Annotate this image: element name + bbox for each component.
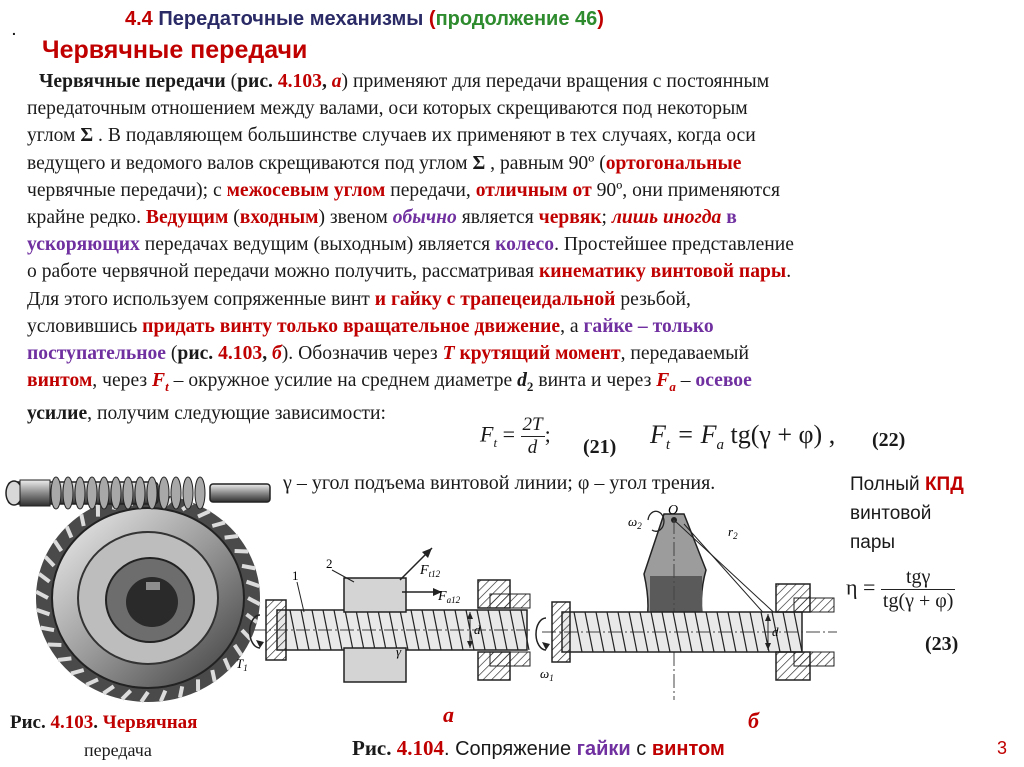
text-run: винтом bbox=[27, 370, 93, 392]
text-run: а bbox=[331, 71, 342, 92]
text-run: , передаваемый bbox=[620, 343, 749, 365]
screw-nut-drawing-a bbox=[232, 540, 532, 705]
page-number: 3 bbox=[997, 738, 1008, 758]
figure-4-103-caption: Рис. 4.103. Червячная bbox=[10, 712, 198, 733]
text-run: . Простейшее представление bbox=[554, 234, 794, 256]
text-run: червяк bbox=[538, 207, 602, 229]
formula-21-number: (21) bbox=[583, 436, 617, 458]
label-r2: $r_2$ bbox=[728, 524, 738, 541]
text-run: передаточным отношением между валами, оси которых скрещиваются под некоторым bbox=[27, 98, 748, 120]
label-w1: $\omega_1$ bbox=[540, 666, 554, 683]
text-run: . bbox=[786, 261, 792, 283]
text-run: , получим следующие зависимости: bbox=[87, 403, 386, 425]
slide-header bbox=[125, 8, 604, 31]
text-run: F bbox=[656, 370, 670, 392]
text-run: межосевым углом bbox=[226, 179, 386, 201]
text-run: рис. bbox=[237, 71, 278, 92]
text-run: входным bbox=[239, 207, 319, 229]
text-run: – окружное усилие на среднем диаметре bbox=[168, 370, 518, 392]
text-run: придать винту только вращательное движение bbox=[142, 315, 561, 337]
section-title: Передаточные механизмы bbox=[158, 8, 424, 30]
text-run: червячные передачи); с bbox=[27, 179, 227, 201]
label-ft: $F_{t12}$ bbox=[420, 563, 441, 579]
formula-23: η = $\frac{\text{tgγ}}{tg(\gamma + \varphi)}$ bbox=[846, 566, 954, 612]
para-line bbox=[27, 258, 987, 285]
text-run: ( bbox=[225, 71, 238, 92]
text-run: – bbox=[675, 370, 696, 392]
text-run: ) применяют для передачи вращения с постоянным bbox=[341, 71, 770, 92]
text-run: a bbox=[669, 379, 676, 395]
label-2: 2 bbox=[326, 556, 333, 571]
text-run: является bbox=[456, 207, 539, 229]
section-number: 4.4 bbox=[125, 8, 153, 30]
text-run: , bbox=[262, 343, 272, 365]
text-run: обычно bbox=[392, 207, 457, 229]
text-run: отличным от bbox=[475, 179, 592, 201]
label-o: O bbox=[668, 503, 679, 518]
text-run: Σ bbox=[472, 152, 486, 174]
worm-wheel bbox=[36, 494, 260, 702]
para-line bbox=[27, 340, 987, 367]
formula-23-number: (23) bbox=[925, 633, 959, 655]
subfigure-label-a: а bbox=[443, 702, 454, 727]
para-line bbox=[27, 177, 987, 204]
text-run: 4.103 bbox=[277, 71, 322, 92]
text-run: T bbox=[442, 343, 455, 365]
para-line bbox=[27, 122, 987, 149]
text-run: и гайку с трапецеидальной bbox=[374, 288, 616, 310]
text-run: кинематику винтовой пары bbox=[538, 261, 787, 283]
formula-22: $F_t = F_a$ tg(γ + φ) , bbox=[650, 420, 836, 454]
text-run: лишь иногда bbox=[611, 207, 722, 229]
text-run: передачах ведущим (выходным) является bbox=[139, 234, 496, 256]
text-run: , а bbox=[560, 315, 584, 337]
efficiency-caption: Полный КПД винтовой пары bbox=[850, 474, 964, 553]
corner-dot: . bbox=[12, 22, 16, 38]
text-run: ; bbox=[601, 207, 612, 229]
para-line bbox=[27, 313, 987, 340]
text-run: , bbox=[321, 71, 332, 92]
label-t1: $T_1$ bbox=[236, 656, 248, 673]
label-w2: $\omega_2$ bbox=[628, 514, 642, 531]
label-d-b: d bbox=[772, 624, 779, 639]
text-run: ( bbox=[228, 207, 240, 229]
para-line bbox=[27, 68, 987, 95]
text-run: поступательное bbox=[27, 343, 166, 365]
figure-4-104-caption: Рис. 4.104. Сопряжение гайки с винтом bbox=[352, 736, 725, 760]
text-run: рис. bbox=[177, 343, 219, 365]
text-run: в bbox=[721, 207, 737, 229]
text-run: осевое bbox=[695, 370, 752, 392]
para-line bbox=[27, 286, 987, 313]
text-run: Σ bbox=[80, 125, 94, 147]
worm-shaft bbox=[6, 477, 270, 509]
subfigure-label-b: б bbox=[748, 708, 759, 733]
text-run: ведущего и ведомого валов скрещиваются под углом bbox=[27, 152, 473, 174]
text-run: Ведущим bbox=[145, 207, 229, 229]
text-run: винта и через bbox=[533, 370, 657, 392]
body-paragraph bbox=[27, 68, 987, 428]
text-run: передачи, bbox=[385, 179, 476, 201]
text-run: условившись bbox=[27, 315, 143, 337]
text-run: . В подавляющем большинстве случаев их применяют в тех случаях, когда оси bbox=[93, 125, 756, 147]
text-run: ускоряющих bbox=[27, 234, 140, 256]
para-line bbox=[27, 95, 987, 122]
text-run: Червячные передачи bbox=[39, 71, 226, 92]
label-fa: $F_{a12}$ bbox=[438, 589, 461, 605]
label-1: 1 bbox=[292, 568, 299, 583]
continuation: (продолжение 46) bbox=[428, 8, 604, 30]
text-run: F bbox=[152, 370, 166, 392]
text-run: гайке – только bbox=[583, 315, 714, 337]
text-run: Для этого используем сопряженные винт bbox=[27, 288, 375, 310]
label-gamma: γ bbox=[396, 644, 402, 659]
text-run: , равным 90º ( bbox=[485, 152, 606, 174]
text-run: крутящий момент bbox=[454, 343, 621, 365]
text-run: 90º, они применяются bbox=[591, 179, 780, 201]
worm-wheel-drawing-b bbox=[532, 500, 842, 710]
text-run: t bbox=[165, 379, 169, 395]
text-run: ( bbox=[165, 343, 178, 365]
text-run: резьбой, bbox=[615, 288, 691, 310]
figure-4-103-caption-line2: передача bbox=[84, 740, 152, 760]
text-run: о работе червячной передачи можно получить, рассматривая bbox=[27, 261, 539, 283]
gamma-phi-definition: γ – угол подъема винтовой линии; φ – угол трения. bbox=[283, 472, 716, 494]
label-d: d bbox=[474, 622, 481, 637]
text-run: ). Обозначив через bbox=[281, 343, 443, 365]
formula-22-number: (22) bbox=[872, 429, 906, 451]
formula-21: $F_t$ = $\frac{2T}{d}$ ; bbox=[480, 414, 551, 458]
text-run: крайне редко. bbox=[27, 207, 146, 229]
para-line bbox=[27, 367, 987, 400]
text-run: колесо bbox=[495, 234, 555, 256]
para-line bbox=[27, 150, 987, 177]
para-line bbox=[27, 231, 987, 258]
text-run: усилие bbox=[27, 403, 88, 425]
text-run: б bbox=[272, 343, 282, 365]
text-run: , через bbox=[92, 370, 153, 392]
slide-subtitle: Червячные передачи bbox=[42, 36, 308, 64]
text-run: d bbox=[517, 370, 527, 392]
text-run: ) звеном bbox=[318, 207, 393, 229]
text-run: 4.103 bbox=[218, 343, 263, 365]
text-run: 2 bbox=[526, 379, 534, 395]
text-run: ортогональные bbox=[605, 152, 742, 174]
text-run: углом bbox=[27, 125, 81, 147]
para-line bbox=[27, 204, 987, 231]
